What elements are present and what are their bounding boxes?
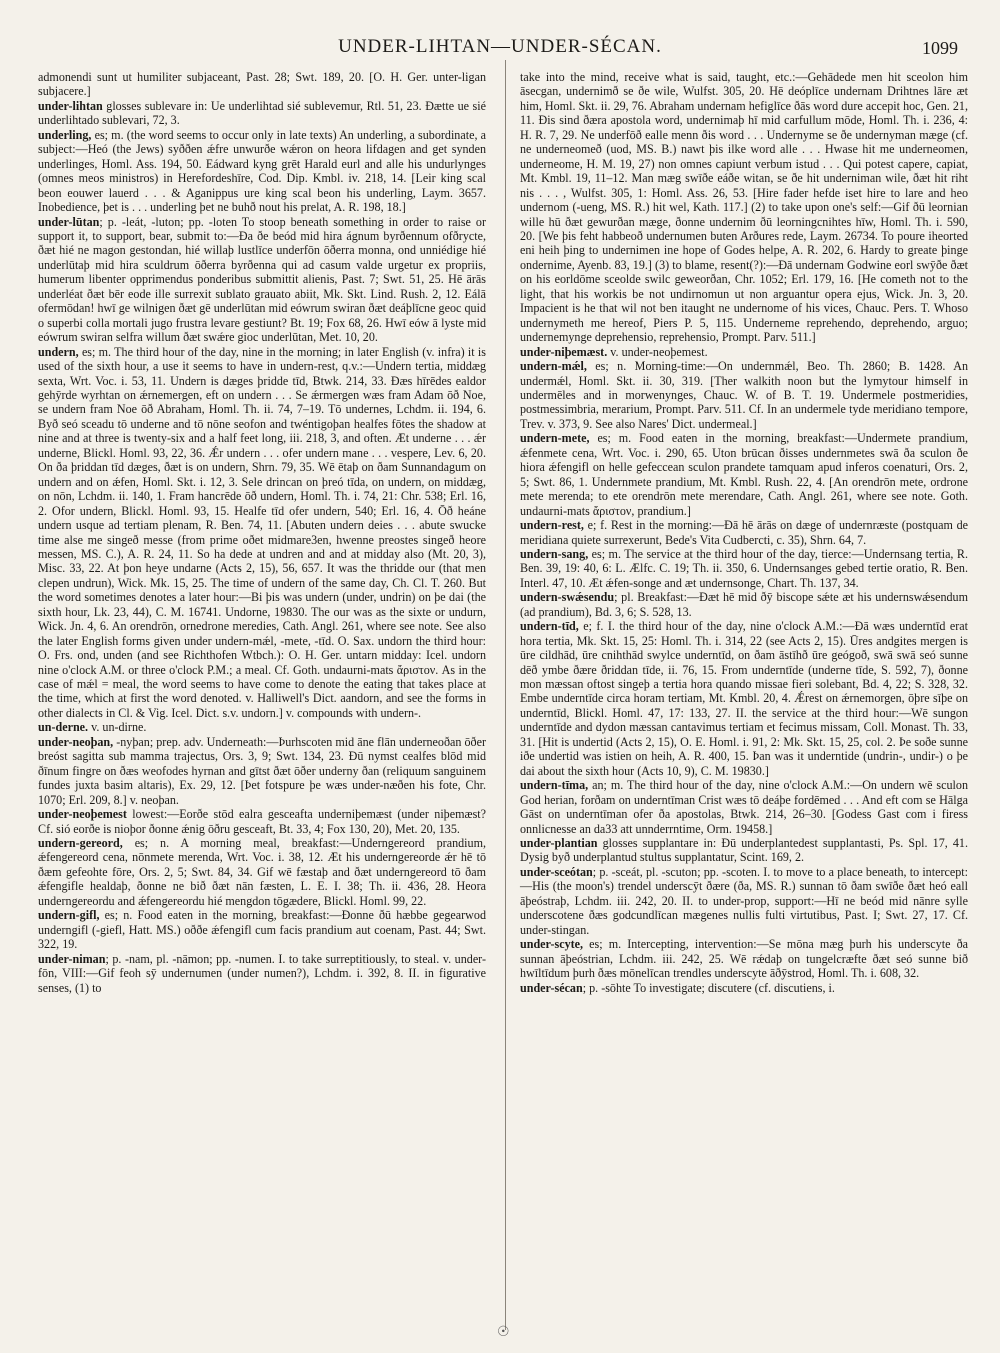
dictionary-entry xyxy=(38,735,486,807)
entry-headword: under-sceótan xyxy=(520,864,593,879)
signature-mark: ☉ xyxy=(497,1325,510,1340)
entry-text: ; p. -nam, pl. -nāmon; pp. -numen. I. to take surreptitiously, to steal. v. under-fōn, VIII:—Gif feoh sȳ undernumen (under numen?), Lchdm. i. 392, 8. II. in figurative senses, (1) to xyxy=(38,951,486,995)
entry-text: admonendi sunt ut humiliter subjaceant, Past. 28; Swt. 189, 20. [O. H. Ger. unter-ligan subjacere.] xyxy=(38,70,486,99)
dictionary-entry xyxy=(520,836,968,865)
dictionary-entry xyxy=(38,807,486,836)
entry-headword: under-niþemæst. xyxy=(520,344,608,359)
dictionary-entry xyxy=(520,359,968,431)
entry-headword: undern-swǽsendu xyxy=(520,590,615,605)
entry-headword: un-derne. xyxy=(38,720,89,735)
entry-text: es; m. (the word seems to occur only in late texts) An underling, a subordinate, a subject:—Heó (the Jews) syððen ǽfre unwurðe wǽron on heora lifdagen and get synden underlinges, Homl. Ass. 194, 50. Eádward kyng grēt Harald eurl and alle his undurlynges (omnes meos ministros) in Herefordeshīre, Cod. Dip. Kmbl. iv. 218, 14. [Leir king scal beon eouwer lauerd . . . & Aganippus ure king scal beon his underling, Laym. 3657. Inobedience, þet is . . . underling þet ne buhð nout his prelat, A. R. 198, 18.] xyxy=(38,127,486,215)
dictionary-entry xyxy=(520,778,968,836)
entry-text: ; p. -sōhte To investigate; discutere (cf. discutiens, i. xyxy=(582,980,835,995)
entry-headword: under-sécan xyxy=(520,980,583,995)
entry-text: lowest:—Eorðe stōd ealra gesceafta underniþemæst (under niþemæst? Cf. sió eorðe is nioþor ðonne ǽnig ōðru gesceaft, Bt. 33, 4; Fox 130, 20), Met. 20, 135. xyxy=(38,807,486,836)
entry-headword: undern-sang, xyxy=(520,546,589,561)
dictionary-entry xyxy=(520,590,968,619)
dictionary-entry xyxy=(38,720,486,734)
right-column xyxy=(520,70,968,995)
dictionary-entry xyxy=(38,908,486,951)
dictionary-entry xyxy=(520,937,968,980)
dictionary-entry xyxy=(38,836,486,908)
entry-headword: under-neoþan, xyxy=(38,734,114,749)
dictionary-entry xyxy=(38,128,486,215)
column-divider xyxy=(505,60,506,1330)
dictionary-entry xyxy=(520,431,968,518)
dictionary-entry xyxy=(520,518,968,547)
entry-text: glosses sublevare in: Ue underlihtad sié sublevemur, Rtl. 51, 23. Ðætte ue sié underlihtado sublevari, 72, 3. xyxy=(38,98,486,128)
entry-headword: under-lihtan xyxy=(38,98,103,113)
entry-text: take into the mind, receive what is said, taught, etc.:—Gehādede men hit sceolon him āsecgan, undernimð se ðe wile, Wulfst. 305, 20. Hē deóplīce undernam Drihtnes lāre æt him, Homl. Skt. ii. 29, 76. Abraham undernam hefiglīce ðās word dure accepit hoc, Gen. 21, 11. Ðis sind ðæra apostola word, undernimaþ hī mid carfullum mōde, Homl. Th. i. 236, 4: H. R. 7, 29. Ne underfōð ealle menn ðis word . . . Undernyme se ðe undernyman mæge (cf. ne underneomeð (uod, MS. B.) nawt þis ilke word alle . . . Hwase hit me underneomen, underneome, H. M. 19, 27) non omnes capiunt verbum istud . . . Qui potest capere, capiat, Mt. Kmbl. 19, 11–12. Man mæg swīðe eáðe witan, se ðe hit underniman wile, ðæt hit riht nis . . . , Wulfst. 305, 1: Homl. Ass. 26, 53. [Hire fader hefde iset hire to lare and heo undernom (-ueng, MS. R.) hit wel, Kath. 117.] (2) to take upon one's self:—Gif ðū leornian wille hū ðæt gewurðan mæge, ðonne undernim ðū leorningcnihtes hīw, Homl. Th. i. 590, 20. [We þis feht habbeoð undernumen buten Arðures rede, Laym. 26734. To poure iheorted eni heih þing to undernimen ine hope of Godes helpe, A. R. 202, 6. Hardy to greate þinge ondernime, Ayenb. 83, 19.] (3) to blame, resent(?):—Ðā undernam Godwine eorl swȳðe ðæt on his eorldōme sceolde swilc geweorðan, Chr. 1052; Erl. 179, 16. [He cometh not to the light, that his workis be not undirnomun ut non arguantur opera ejus, Wick. Jn. 3, 20. Impacient is he that wil not ben itaught ne undernome of his vices, Chauc. Pers. T. Whoso undernymeth me hereof, Piers P. 5, 115. Underneme reprehendo, deprehendo, arguo; undernemynge deprehensio, reprehensio, Prompt. Parv. 511.] xyxy=(520,70,968,345)
dictionary-entry xyxy=(38,215,486,345)
dictionary-entry xyxy=(520,865,968,937)
entry-headword: undern-mete, xyxy=(520,431,590,446)
dictionary-entry xyxy=(38,70,486,99)
entry-text: v. under-neoþemest. xyxy=(607,344,708,359)
entry-headword: undern, xyxy=(38,344,79,359)
entry-text: -nyþan; prep. adv. Underneath:—Þurhscoten mid āne flān underneoðan ōðer breóst sagitta sub mamma trajectus, Ors. 3, 9; Swt. 134, 23. Ðū nymst cealfes blōd mid ðīnum fingre on ðæs weofodes hyrnan and gītst ðæt ōðer underny ðan (reliquum sanguinem fundes juxta basim altaris), Ex. 29, 12. [Þet fotspure þe wæs under-næðen his fote, Chr. 1070; Erl. 209, 8.] v. neoþan. xyxy=(38,734,486,807)
dictionary-entry xyxy=(520,619,968,778)
entry-headword: undern-gifl, xyxy=(38,908,100,923)
entry-headword: undern-mǽl, xyxy=(520,359,587,374)
entry-text: ; p. -sceát, pl. -scuton; pp. -scoten. I. to move to a place beneath, to intercept:—His (the moon's) trendel underscȳt ðære (ða, MS. R.) sunnan tō ðam swīðe ðæt heó eall āþeóstraþ, Lchdm. iii. 242, 20. II. to under-prop, support:—Hī ne beód mid nānre sylle underscotene ðæs godcundlīcan mægenes nullis fulti virtutibus, Past. I; Swt. 27, 17. Cf. under-stingan. xyxy=(520,864,968,937)
dictionary-entry xyxy=(520,345,968,359)
dictionary-entry xyxy=(38,345,486,721)
entry-text: es; n. Morning-time:—On undernmǽl, Beo. Th. 2860; B. 1428. An undermǽl, Homl. Skt. ii. 30, 319. [Ther walkith noon but the lymytour himself in undermēles and in morwenynges, Chauc. W. of B. T. 19. Undermele postmeridies, postmessimbria, merarium, Prompt. Parv. 511. Cf. In an undermele tyde meridiano tempore, Trev. v. 373, 9. See also Nares' Dict. undermeal.] xyxy=(520,359,968,431)
entry-headword: under-scyte, xyxy=(520,937,584,952)
dictionary-entry xyxy=(520,981,968,995)
entry-text: e; f. I. the third hour of the day, nine o'clock A.M.:—Ðā wæs underntīd erat hora tertia, Mk. Skt. 15, 25: Homl. Th. i. 314, 22 (see Acts 2, 15). Ūres andgites mergen is ūre cildhād, ūre cnihthād swylce underntīd, on ðam āstīhð ūre geógoð, swā swā seó sunne dēð ymbe ðære ðriddan tīde, ii. 76, 15. From underntīde (underne tīde, S. 592, 7), ðonne mon mæssan oftost singeþ a tertia hora quando missae fieri solebant, Bd. 4, 22; S. 328, 32. Embe underntīde circa horam tertiam, Mt. Kmbl. 20, 4. Ǽrest on ǽrnemorgen, ōþre sīþe on underntīd, Blickl. Homl. 47, 17: 133, 27. II. the service at the third hour:—Wē sungon underntīde and dydon mæssan cantavimus tertiam et fecimus missam, Coll. Monast. Th. 33, 31. [Hit is undertid (Acts 2, 15), O. E. Homl. i. 91, 2: Mk. Skt. 15, 25, col. 2. Þe soðe sunne iðe undertid was istien on heih, A. R. 400, 15. Þan was it underntide (undrin-, undir-) o þe dai about the sixth hour (Acts 10, 9), C. M. 19830.] xyxy=(520,619,968,778)
entry-text: ; p. -leát, -luton; pp. -loten To stoop beneath something in order to raise or support it, to support, bear, submit to:—Ða ðe beód mid hira ágnum byrðennum ofðrycte, ðæt hié ne magon gestondan, hié willaþ lustlīce underfōn ōðerra monna, ond unniédige hié underlūtaþ mid hira sculdrum ōðerra byrðenna qui ad casum valde urgetur ex propriis, humerum libenter opprimendus ponderibus submittit alienis, Past. 7; Swt. 51, 25. Hē ārās underléat ðæt bēr eode ille surrexit sublato grauato abiit, Mk. Skt. Lind. Rush. 2, 12. Eálā ofermōdan! hwī ge wilnigen ðæt gē underlūtan mid eówrum swiran ðæt deáþlīcne geoc quid o superbi colla mortali jugo frustra levare gestiunt? Bt. 19; Fox 68, 26. Hwī eów ā lyste mid eówrum swiran selfra willum ðæt swǽre gioc underlūtan, Met. 10, 20. xyxy=(38,214,486,345)
dictionary-entry xyxy=(38,952,486,995)
dictionary-entry xyxy=(520,547,968,590)
dictionary-entry xyxy=(520,70,968,345)
entry-text: es; m. Intercepting, intervention:—Se mōna mæg þurh his underscyte ða sunnan āþeóstrian, Lchdm. iii. 242, 25. Wē rǽdaþ on tungelcræfte ðæt seó sunne bið hwīltīdum þurh ðæs mōnelīcan trendles underscyte āðȳstrod, Homl. Th. i. 608, 32. xyxy=(520,937,968,981)
page-number: 1099 xyxy=(922,38,958,58)
dictionary-entry xyxy=(38,99,486,128)
page-header xyxy=(36,36,964,66)
entry-text: es; m. Food eaten in the morning, breakfast:—Undermete prandium, ǽfenmete cena, Wrt. Voc. i. 290, 65. Uton brūcan ðisses undernmetes swā ða sculon ðe hiora ǽfengifl on helle gefeccean sculon prandete tamquam apud inferos coenaturi, Ors. 2, 5; Swt. 86, 1. Undernmete prandium, Mt. Kmbl. Rush. 22, 4. [An orendrōn mete, ordrone mete merenda; to ete orendrōn mete merendare, Cath. Angl. 261, where see note. Goth. undaurni-mats ἄριστον, prandium.] xyxy=(520,431,968,518)
entry-headword: under-lūtan xyxy=(38,214,100,229)
entry-headword: under-niman xyxy=(38,951,106,966)
entry-text: an; m. The third hour of the day, nine o'clock A.M.:—On undern wē sculon God herian, forðam on underntīman Crist wæs tō deáþe fordēmed . . . And eft com se Hālga Gāst on underntīman ofer ða apostolas, Btwk. 214, 26–30. [Godess Gast com i firess onnlicnesse an da33 att unnderrntime, Orm. 19458.] xyxy=(520,778,968,836)
left-column xyxy=(38,70,486,995)
entry-text: es; m. The third hour of the day, nine in the morning; in later English (v. infra) it is used of the sixth hour, a use it seems to have in undern-rest, q.v.:—Undern tertia, middæg sexta, Wrt. Voc. i. 53, 11. Undern is dæges þridde tīd, Btwk. 214, 33. Ðæs hīrēdes ealdor gehȳrde wyrhtan on ǽrnemergen, eft on undern . . . Se ǽrmergen wæs fram Adam ōð Noe, se undern fram Noe ōð Abraham, Homl. Th. ii. 74, 7–19. Tō undernes, Lchdm. ii. 194, 6. Byð seó sceadu tō underne and tō nōne seofon and twéntigoþan healfes fōtes the shadow at nine and at three is twenty-six and a half feet long, iii. 218, 3, and often. Æt underne . . . ǽr underne, Blickl. Homl. 93, 22, 36. Ǽr undern . . . ofer undern mane . . . vespere, Lev. 6, 20. On ða þriddan tīd dæges, ðæt is on undern, Shrn. 79, 35. Wē ētaþ on ðam Sunnandagum on undern and on ǽfen, Homl. Skt. i. 12, 3. Sele drincan on þreó tīda, on undern, on middæg, on nōn, Lchdm. ii. 140, 1. Fram hancrēde ōð undern, Homl. Th. i. 74, 21: Chr. 538; Erl. 16, 2. Ofor undern, Blickl. Homl. 93, 15. Healfe tīd ofer undern, 540; Erl. 16, 4. Ōð heáne undern usque ad tertiam plenam, R. Ben. 74, 11. [Abuten undern deies . . . abute swucke time alse me singeð messe (from prime oðet midmare3en, hwenne preostes singeð heore messen, MS. C.), A. R. 24, 11. So ha dede at undren and and at midday also (Mt. 20, 3), Misc. 33, 22. At þon heye undarne (Acts 2, 15), 56, 657. It was the thridde our (that men clepen undrun), Wick. Mk. 15, 25. The time of undern of the same day, Ch. Cl. T. 260. But the word sometimes denotes a later hour:—Bi þis was undern (under, undrin) on þe dai (the sixth hour, Lk. 23, 44), C. M. 16741. Undorne, 19830. The our was as the sixte or undurn, Wick. Jn. 4, 6. An orendrōn, ornedrone meredies, Cath. Angl. 261, where see note. See also the later English forms given under undern-mǽl, -mete, -tīd. O. Sax. undorn the third hour: O. Frs. ond, unden (and see Richthofen Wtbch.): O. H. Ger. untarn midday: Icel. undorn nine o'clock A.M. or three o'clock P.M.; a meal. Cf. Goth. undaurni-mats ἄριστον. As in the case of mǽl = meal, the word seems to have come to denote the eating that takes place at the time, which at first the word denoted. v. Halliwell's Dict. aandorn, and see the forms in other dialects in Cl. & Vig. Icel. Dict. s.v. undorn.] v. compounds with undern-. xyxy=(38,344,486,720)
entry-text: v. un-dirne. xyxy=(88,720,147,735)
entry-text: e; f. Rest in the morning:—Ðā hē ārās on dæge of undernræste (postquam de meridiana quiete surrexerunt, Bede's Vita Cudbercti, c. 35), Shrn. 64, 7. xyxy=(520,518,968,547)
entry-headword: underling, xyxy=(38,127,92,142)
running-title: UNDER-LIHTAN—UNDER-SÉCAN. xyxy=(338,36,662,57)
entry-text: ; pl. Breakfast:—Ðæt hē mid ðȳ biscope sǽte æt his undernswǽsendum (ad prandium), Bd. 3, 6; S. 528, 13. xyxy=(520,590,968,619)
entry-text: es; m. The service at the third hour of the day, tierce:—Undernsang tertia, R. Ben. 39, 19: 40, 6: L. Ælfc. C. 19; Th. ii. 350, 6. Undernsanges gebed tertie oratio, R. Ben. Interl. 47, 10. Æt ǽfen-songe and æt undernsonge, Chart. Th. 137, 34. xyxy=(520,546,968,590)
entry-headword: under-plantian xyxy=(520,836,598,851)
entry-text: es; n. Food eaten in the morning, breakfast:—Ðonne ðū hæbbe gegearwod underngifl (-giefl, Hatt. MS.) oððe ǽfengifl cum facis prandium aut coenam, Past. 44; Swt. 322, 19. xyxy=(38,908,486,952)
entry-text: glosses supplantare in: Ðū underplantedest supplantasti, Ps. Spl. 17, 41. Dysig byð underplantud stultus supplantatur, Scint. 169, 2. xyxy=(520,836,968,865)
entry-headword: under-neoþemest xyxy=(38,807,127,822)
entry-headword: undern-rest, xyxy=(520,518,584,533)
entry-text: es; n. A morning meal, breakfast:—Underngereord prandium, ǽfengereord cena, nōnmete merenda, Wrt. Voc. i. 38, 12. Æt his underngereorde ǽr hē tō ðæm gefeohte fōre, Ors. 2, 5; Swt. 84, 34. Gif wē fæstaþ and ðæt underngereord tō ðam ǽfengifle healdaþ, ðonne ne bið ðæt nān fæsten, L. E. I. 38; Th. ii. 436, 28. Heora underngereordu and ǽfengereordu hié mengdon tōgædere, Blickl. Homl. 99, 22. xyxy=(38,836,486,908)
entry-headword: undern-tīd, xyxy=(520,619,579,634)
entry-headword: undern-tīma, xyxy=(520,778,589,793)
entry-headword: undern-gereord, xyxy=(38,836,123,851)
